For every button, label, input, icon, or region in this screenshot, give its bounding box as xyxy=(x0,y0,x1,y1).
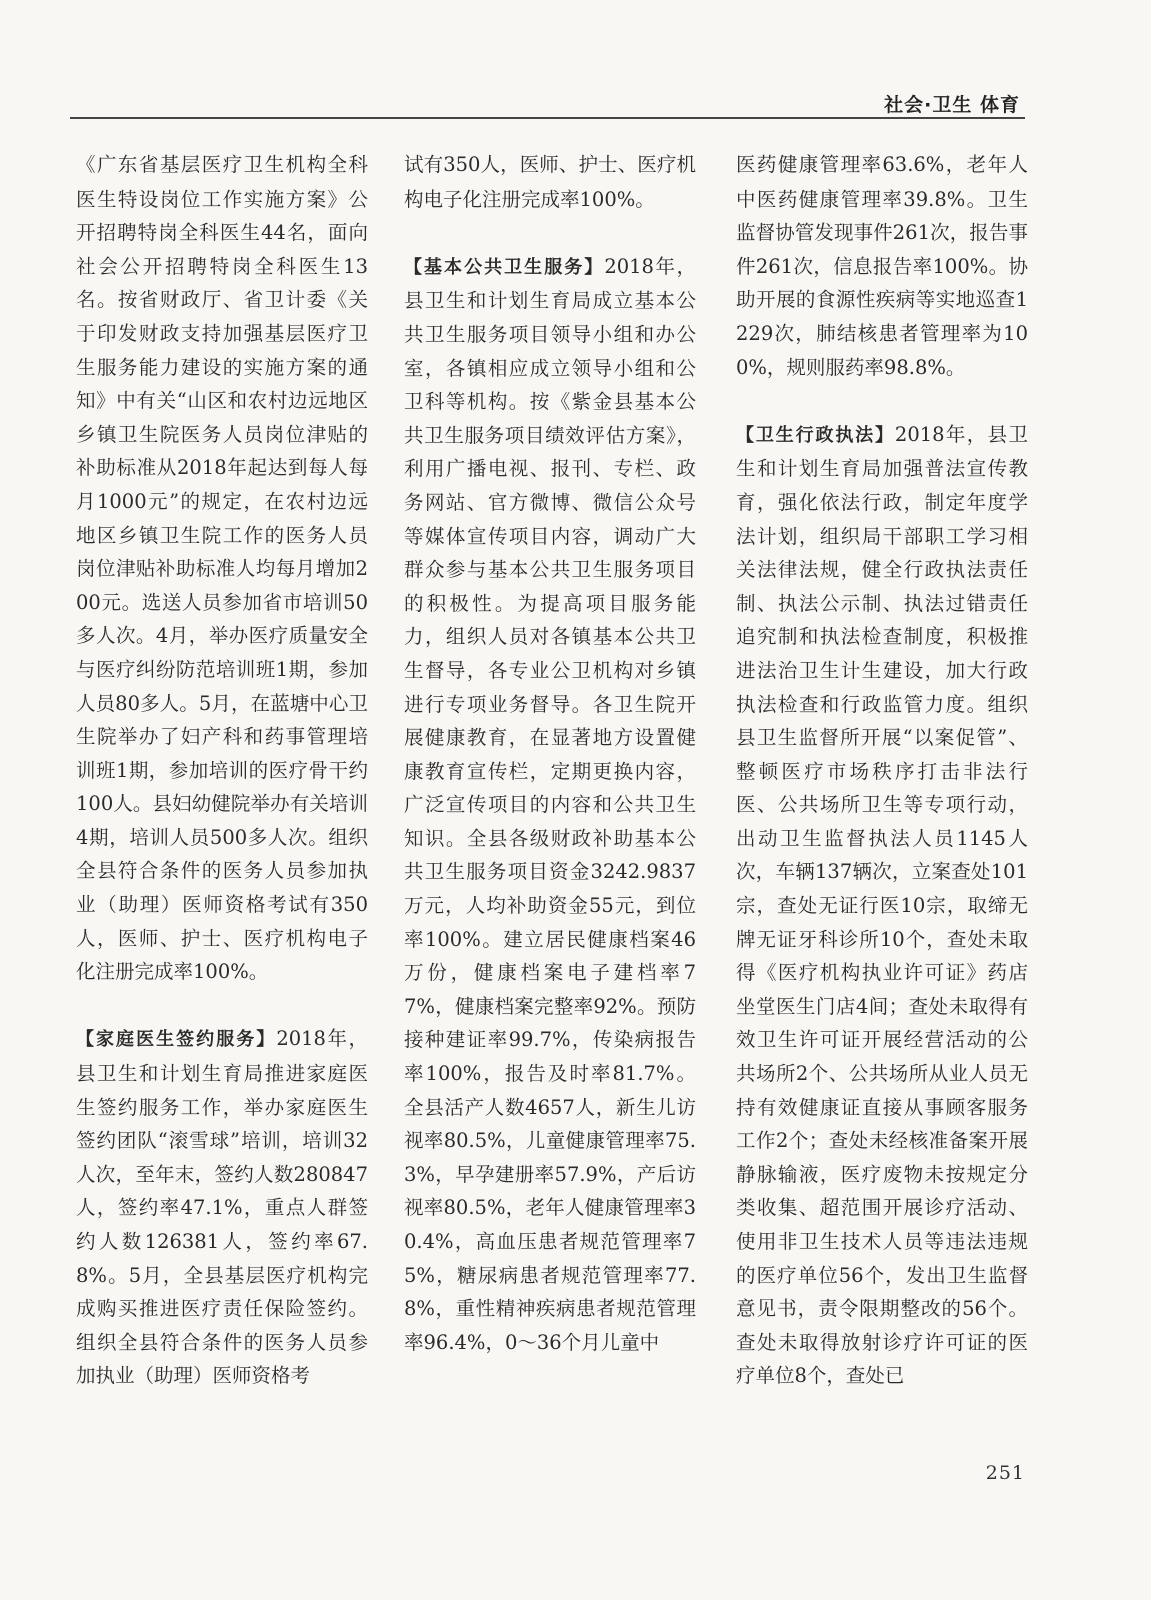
section-heading-family-doctor: 【家庭医生签约服务】 xyxy=(76,1029,277,1051)
running-title: 社会·卫生 体育 xyxy=(884,94,1020,116)
paragraph xyxy=(404,148,696,216)
section-heading-law-enforcement: 【卫生行政执法】 xyxy=(736,424,895,446)
paragraph-text: 《广东省基层医疗卫生机构全科医生特设岗位工作实施方案》公开招聘特岗全科医生44名，面向社会公开招聘特岗全科医生13名。按省财政厅、省卫计委《关于印发财政支持加强基层医疗卫生服务能力建设的实施方案的通知》中有关“山区和农村边远地区乡镇卫生院医务人员岗位津贴的补助标准从2018年起达到每人每月1000元”的规定，在农村边远地区乡镇卫生院工作的医务人员岗位津贴补助标准人均每月增加200元。选送人员参加省市培训50多人次。4月，举办医疗质量安全与医疗纠纷防范培训班1期，参加人员80多人。5月，在蓝塘中心卫生院举办了妇产科和药事管理培训班1期，参加培训的医疗骨干约100人。县妇幼健院举办有关培训4期，培训人员500多人次。组织全县符合条件的医务人员参加执业（助理）医师资格考试有350人，医师、护士、医疗机构电子化注册完成率100%。 xyxy=(76,153,368,984)
header-rule xyxy=(70,117,1025,119)
paragraph-text: 试有350人，医师、护士、医疗机构电子化注册完成率100%。 xyxy=(404,153,696,211)
paragraph-text: 2018年，县卫生和计划生育局推进家庭医生签约服务工作，举办家庭医生签约团队“滚雪球”培训，培训32人次，至年末，签约人数280847人，签约率47.1%，重点人群签约人数126381人，签约率67.8%。5月，全县基层医疗机构完成购买推进医疗责任保险签约。组织全县符合条件的医务人员参加执业（助理）医师资格考 xyxy=(76,1027,368,1388)
paragraph-text: 2018年，县卫生和计划生育局成立基本公共卫生服务项目领导小组和办公室，各镇相应成立领导小组和公卫科等机构。按《紫金县基本公共卫生服务项目绩效评估方案》，利用广播电视、报刊、专栏、政务网站、官方微博、微信公众号等媒体宣传项目内容，调动广大群众参与基本公共卫生服务项目的积极性。为提高项目服务能力，组织人员对各镇基本公共卫生督导，各专业公卫机构对乡镇进行专项业务督导。各卫生院开展健康教育，在显著地方设置健康教育宣传栏，定期更换内容，广泛宣传项目的内容和公共卫生知识。全县各级财政补助基本公共卫生服务项目资金3242.9837万元，人均补助资金55元，到位率100%。建立居民健康档案46万份，健康档案电子建档率77%，健康档案完整率92%。预防接种建证率99.7%，传染病报告率100%，报告及时率81.7%。全县活产人数4657人，新生儿访视率80.5%，儿童健康管理率75.3%，早孕建册率57.9%，产后访视率80.5%，老年人健康管理率30.4%，高血压患者规范管理率75%，糖尿病患者规范管理率77.8%，重性精神疾病患者规范管理率96.4%，0～36个月儿童中 xyxy=(404,254,696,1354)
paragraph xyxy=(404,250,696,1360)
paragraph-text: 2018年，县卫生和计划生育局加强普法宣传教育，强化依法行政，制定年度学法计划，组织局干部职工学习相关法律法规，健全行政执法责任制、执法公示制、执法过错责任追究制和执法检查制度，积极推进法治卫生计生建设，加大行政执法检查和行政监管力度。组织县卫生监督所开展“以案促管”、整顿医疗市场秩序打击非法行医、公共场所卫生等专项行动，出动卫生监督执法人员1145人次，车辆137辆次，立案查处101宗，查处无证行医10宗，取缔无牌无证牙科诊所10个，查处未取得《医疗机构执业许可证》药店坐堂医生门店4间；查处未取得有效卫生许可证开展经营活动的公共场所2个、公共场所从业人员无持有效健康证直接从事顾客服务工作2个；查处未经核准备案开展静脉输液，医疗废物未按规定分类收集、超范围开展诊疗活动、使用非卫生技术人员等违法违规的医疗单位56个，发出卫生监督意见书，责令限期整改的56个。查处未取得放射诊疗许可证的医疗单位8个，查处已 xyxy=(736,422,1028,1388)
text-column-2 xyxy=(404,148,696,1359)
paragraph xyxy=(76,148,368,989)
text-column-3 xyxy=(736,148,1028,1393)
paragraph xyxy=(736,418,1028,1393)
section-heading-public-health: 【基本公共卫生服务】 xyxy=(404,256,605,278)
paragraph xyxy=(736,148,1028,384)
paragraph xyxy=(76,1022,368,1393)
text-column-1 xyxy=(76,148,368,1393)
paragraph-text: 医药健康管理率63.6%，老年人中医药健康管理率39.8%。卫生监督协管发现事件261次，报告事件261次，信息报告率100%。协助开展的食源性疾病等实地巡查1229次，肺结核患者管理率为100%，规则服药率98.8%。 xyxy=(736,153,1028,379)
page-number: 251 xyxy=(985,1462,1025,1484)
